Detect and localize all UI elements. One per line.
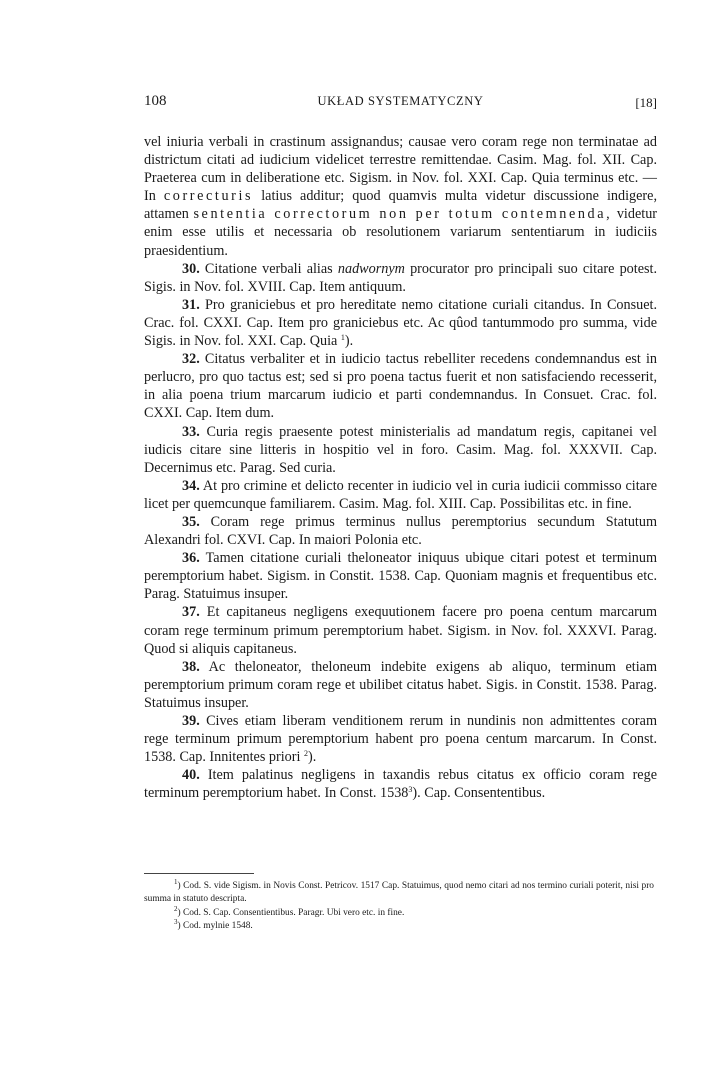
paragraph-34: 34. At pro crimine et delicto recenter in iudicio vel in curia iudicii commisso citare licet per quemcunque familiarem. Casim. Mag. fol. XIII. Cap. Possibilitas etc. in fine. [144, 477, 657, 512]
paragraph-number: 38. [182, 658, 200, 675]
paragraph-37: 37. Et capitaneus negligens exequutionem facere pro poena centum marcarum coram rege terminum primum peremptorium habet. Sigism. in Nov. fol. XXXVI. Parag. Quod si aliquis capitaneus. [144, 604, 658, 657]
section-number: [18] [635, 95, 657, 110]
paragraph-36: 36. Tamen citatione curiali theloneator iniquus ubique citari potest et terminum peremptorium habet. Sigism. in Constit. 1538. Cap. Quoniam magnis et frequentibus etc. Parag. Statuimus insuper. [144, 550, 657, 603]
footnote: $^2$) Cod. S. Cap. Consentientibus. Paragr. Ubi vero etc. in fine. [174, 904, 405, 918]
paragraph-31: 31. Pro graniciebus et pro hereditate nemo citatione curiali citandus. In Consuet. Crac. fol. CXXI. Cap. Item pro graniciebus etc. Ac qûod tantummodo pro summa, vide Sigis. in Nov. fol. XXI. Cap. Quia $^1$). [144, 296, 658, 350]
page-header [144, 93, 657, 113]
paragraph-32: 32. Citatus verbaliter et in iudicio tactus rebelliter recedens condemnandus est in perlucro, pro quo tactus est; sed si pro poena tactus fuerit et non satisfaciendo recesserit, in alia poena trium marcarum iudicio et parti condemnandus. In Consuet. Crac. fol. CXXI. Cap. Item dum. [144, 351, 658, 422]
footnote-ref: 2 [303, 749, 308, 759]
footnote: $^1$) Cod. S. vide Sigism. in Novis Const. Petricov. 1517 Cap. Statuimus, quod nemo citari ad nos termino curiali poterit, nisi pro summa in statuto descripta. [144, 878, 654, 905]
footnote: $^3$) Cod. mylnie 1548. [174, 918, 253, 932]
paragraph-number: 36. [182, 550, 200, 567]
italic-term: nadwornym [337, 260, 405, 277]
page-number: 108 [144, 93, 167, 109]
paragraph-number: 40. [182, 767, 200, 784]
paragraph-35: 35. Coram rege primus terminus nullus peremptorius secundum Statutum Alexandri fol. CXVI. Cap. In maiori Polonia etc. [144, 513, 657, 549]
footnote-divider [144, 873, 254, 874]
paragraph-number: 31. [182, 296, 200, 313]
spaced-emphasis: correcturis [163, 188, 254, 205]
paragraph-40: 40. Item palatinus negligens in taxandis rebus citatus ex officio coram rege terminum peremptorium habet. In Const. 1538$^3$). Cap. Consententibus. [144, 767, 657, 802]
running-title: UKŁAD SYSTEMATYCZNY [317, 94, 484, 108]
footnote-mark: 1 [174, 878, 178, 886]
spaced-emphasis: sententia correctorum non per totum contemnenda, [193, 206, 613, 223]
footnote-ref: 3 [408, 785, 413, 795]
paragraph-continuation: vel iniuria verbali in crastinum assignandus; causae vero coram rege non terminatae ad districtum citati ad iudicium videlicet terrestre remittendae. Casim. Mag. fol. XII. Cap. Praeterea cum in deliberatione etc. Sigism. in Nov. fol. XXI. Cap. Quia terminus etc. — In correcturis latius additur; quod quamvis multa videtur discussione indigere, attamen sententia correctorum non per totum contemnenda, videtur enim esse utilis et necessaria ob resolutionem variarum sententiarum in iudiciis praesidentium. [144, 134, 658, 259]
paragraph-number: 37. [182, 604, 200, 621]
footnote-ref: 1 [340, 333, 345, 343]
footnote-mark: 2 [174, 904, 178, 913]
footnotes [144, 880, 654, 934]
paragraph-number: 39. [182, 713, 200, 729]
paragraph-number: 30. [182, 260, 200, 277]
paragraph-33: 33. Curia regis praesente potest ministerialis ad mandatum regis, capitanei vel iudicis citare sine litteris in hospitio vel in foro. Casim. Mag. fol. XXXVII. Cap. Decernimus etc. Parag. Sed curia. [144, 423, 657, 476]
paragraph-39: 39. Cives etiam liberam venditionem rerum in nundinis non admittentes coram rege terminum primum peremptorium habent pro poena centum marcarum. In Const. 1538. Cap. Innitentes priori $^2$). [144, 713, 657, 766]
paragraph-number: 35. [182, 513, 200, 530]
paragraph-30: 30. Citatione verbali alias nadwornym procurator pro principali suo citare potest. Sigis. in Nov. fol. XVIII. Cap. Item antiquum. [144, 260, 658, 295]
paragraph-number: 32. [182, 351, 200, 368]
paragraph-38: 38. Ac theloneator, theloneum indebite exigens ab aliquo, terminum etiam peremptorium primum coram rege et ubilibet citatus habet. Sigis. in Constit. 1538. Parag. Statuimus insuper. [144, 658, 658, 711]
paragraph-number: 34. [182, 477, 200, 494]
footnote-mark: 3 [174, 918, 178, 927]
paragraph-number: 33. [182, 423, 200, 440]
main-text [144, 133, 657, 802]
